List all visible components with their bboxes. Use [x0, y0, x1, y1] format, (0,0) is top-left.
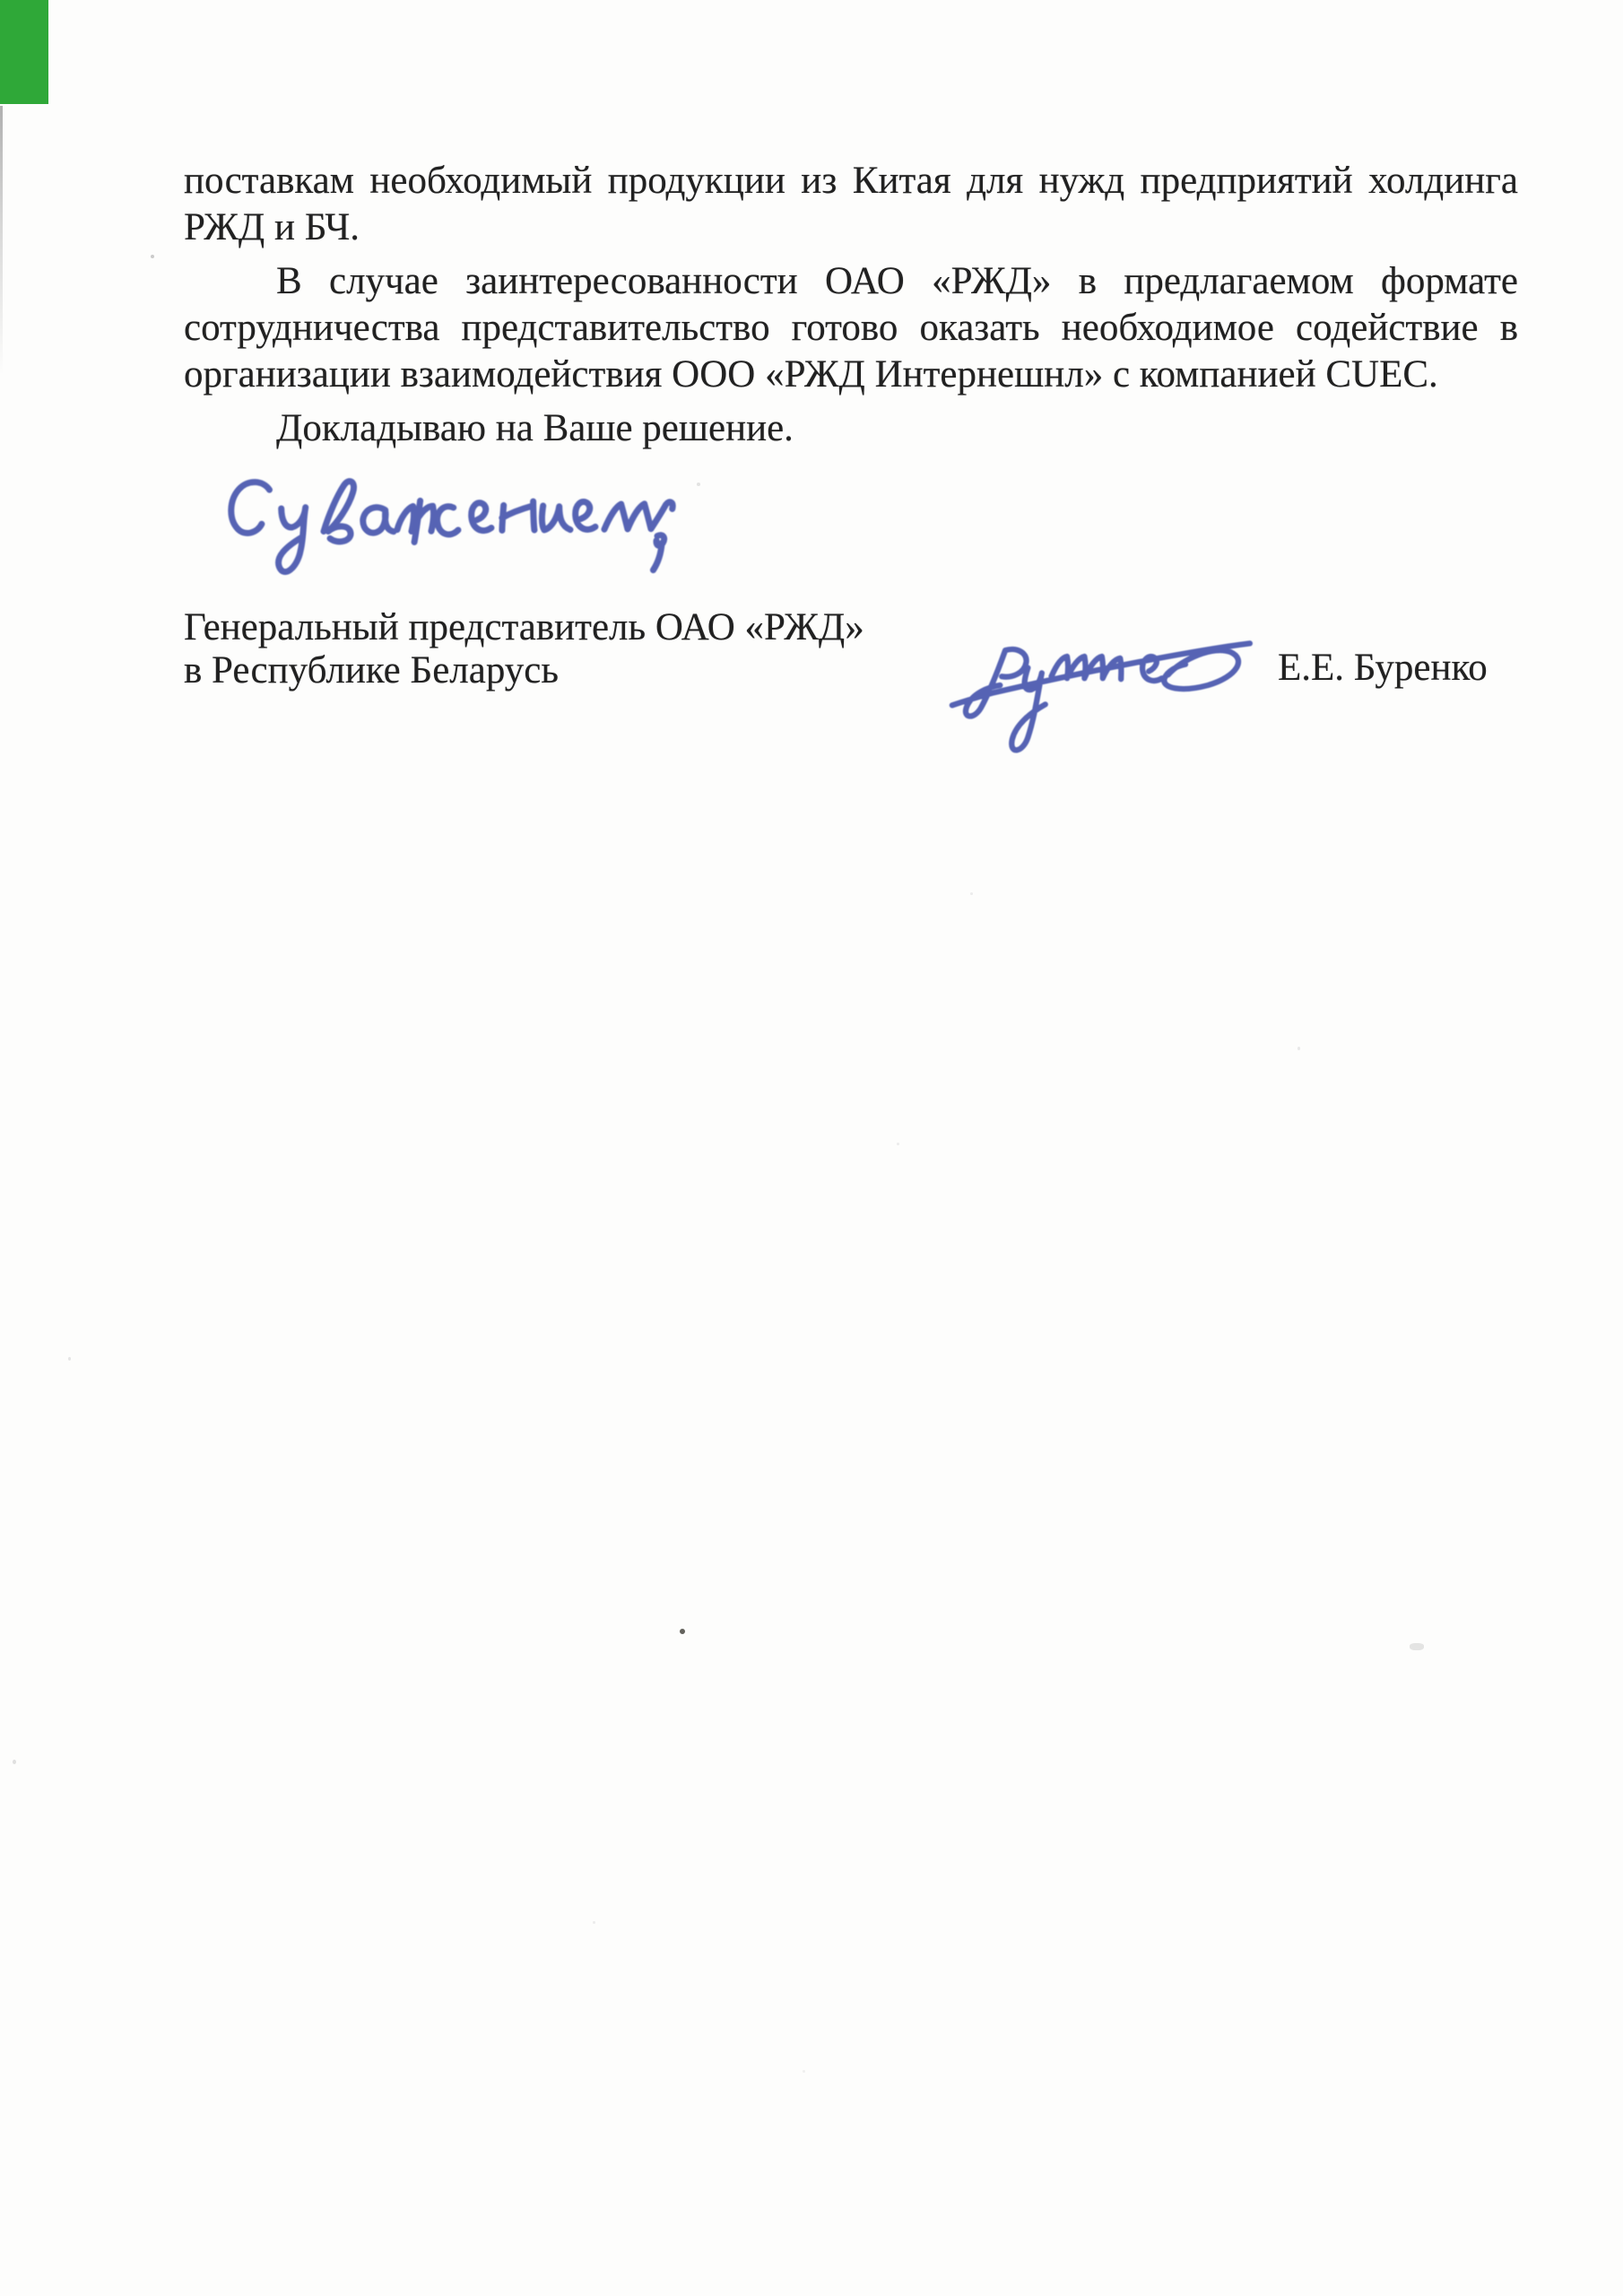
scan-speck: [68, 1357, 71, 1361]
signature-svg: [940, 626, 1254, 774]
paragraph: [184, 405, 1518, 452]
scan-edge-line-artifact: [0, 106, 3, 375]
paragraph: [184, 258, 1518, 398]
scan-speck: [803, 2070, 805, 2073]
scan-speck: [697, 483, 700, 486]
paragraph-line: поставкам необходимый продукции из Китая для нужд предприятий холдинга: [184, 160, 1518, 202]
scan-speck: [13, 1760, 16, 1764]
paragraph-line: сотрудничества представительство готово оказать необходимое содействие в: [184, 307, 1518, 349]
paragraph-line: РЖД и БЧ.: [184, 206, 360, 248]
signer-name: Е.Е. Буренко: [1278, 647, 1488, 689]
closing-ink-strokes: [230, 478, 673, 575]
scan-speck: [897, 1143, 899, 1145]
paragraph: [184, 158, 1518, 251]
closing-handwriting-svg: [218, 464, 686, 603]
scan-speck: [970, 892, 973, 895]
scan-speck: [593, 1921, 595, 1924]
signer-title-line: в Республике Беларусь: [184, 649, 559, 691]
scan-speck: [680, 1629, 685, 1634]
scan-speck: [1410, 1643, 1424, 1650]
letter-body: [184, 158, 1518, 452]
signer-title: [184, 606, 1063, 692]
signature-ink-strokes: [952, 643, 1250, 750]
scan-speck: [151, 255, 154, 258]
paragraph-line: В случае заинтересованности ОАО «РЖД» в предлагаемом формате: [276, 260, 1518, 302]
scan-speck: [1298, 1047, 1300, 1050]
closing-handwriting: [218, 464, 686, 603]
signer-title-line: Генеральный представитель ОАО «РЖД»: [184, 606, 864, 648]
scanner-green-mark: [0, 0, 48, 104]
paragraph-line: организации взаимодействия ООО «РЖД Интернешнл» с компанией CUEC.: [184, 353, 1438, 396]
signature-handwriting: [940, 626, 1254, 774]
paragraph-line: Докладываю на Ваше решение.: [276, 407, 794, 449]
